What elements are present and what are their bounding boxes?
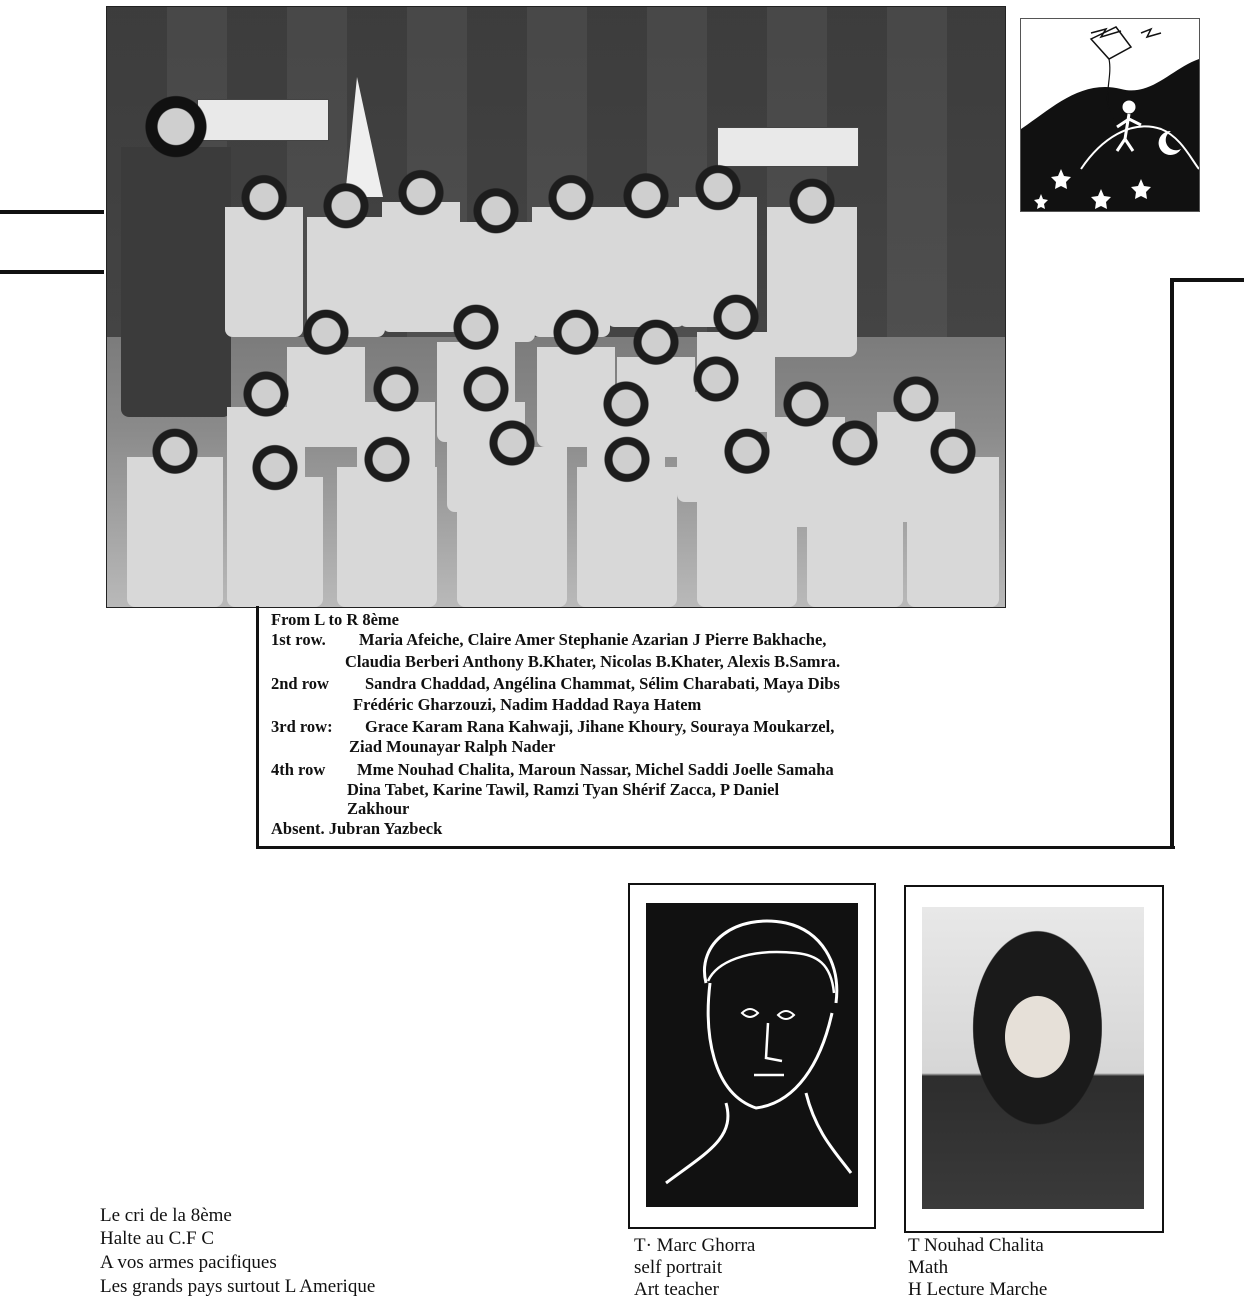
poem-line-1: Le cri de la 8ème — [100, 1205, 232, 1226]
caption-heading: From L to R 8ème — [271, 610, 399, 629]
right-bracket-horizontal — [1170, 278, 1244, 282]
row-4-label: 4th row — [271, 760, 326, 779]
row-2-label: 2nd row — [271, 674, 329, 693]
class-caption — [256, 606, 1175, 849]
chalita-portrait — [904, 885, 1164, 1233]
class-photo — [106, 6, 1006, 608]
row-3-label: 3rd row: — [271, 717, 333, 736]
row-1-label: 1st row. — [271, 630, 326, 649]
kite-drawing — [1020, 18, 1200, 212]
absent-line: Absent. Jubran Yazbeck — [271, 819, 443, 838]
row-3-line-1: Grace Karam Rana Kahwaji, Jihane Khoury, Souraya Moukarzel, — [365, 717, 835, 736]
row-2-line-2: Frédéric Gharzouzi, Nadim Haddad Raya Hatem — [353, 695, 702, 714]
left-rule-bottom — [0, 270, 104, 274]
row-4-line-3: Zakhour — [347, 799, 410, 818]
ghorra-caption-subject: Art teacher — [634, 1279, 719, 1300]
poem-line-3: A vos armes pacifiques — [100, 1252, 277, 1273]
chalita-caption-subject: Math — [908, 1257, 949, 1278]
row-4-line-2: Dina Tabet, Karine Tawil, Ramzi Tyan Shérif Zacca, P Daniel — [347, 780, 780, 799]
row-3-line-2: Ziad Mounayar Ralph Nader — [349, 737, 556, 756]
row-1-line-1: Maria Afeiche, Claire Amer Stephanie Azarian J Pierre Bakhache, — [359, 630, 827, 649]
poem-line-4: Les grands pays surtout L Amerique — [100, 1276, 376, 1297]
row-1-line-2: Claudia Berberi Anthony B.Khater, Nicolas B.Khater, Alexis B.Samra. — [345, 652, 841, 671]
ghorra-caption-name: T· Marc Ghorra — [634, 1235, 756, 1256]
ghorra-portrait — [628, 883, 876, 1229]
chalita-caption-name: T Nouhad Chalita — [908, 1235, 1044, 1256]
poem-line-2: Halte au C.F C — [100, 1228, 214, 1249]
left-rule-top — [0, 210, 104, 214]
row-4-line-1: Mme Nouhad Chalita, Maroun Nassar, Michel Saddi Joelle Samaha — [357, 760, 834, 779]
chalita-caption-extra: H Lecture Marche — [908, 1279, 1048, 1300]
row-2-line-1: Sandra Chaddad, Angélina Chammat, Sélim Charabati, Maya Dibs — [365, 674, 840, 693]
ghorra-caption-role: self portrait — [634, 1257, 723, 1278]
